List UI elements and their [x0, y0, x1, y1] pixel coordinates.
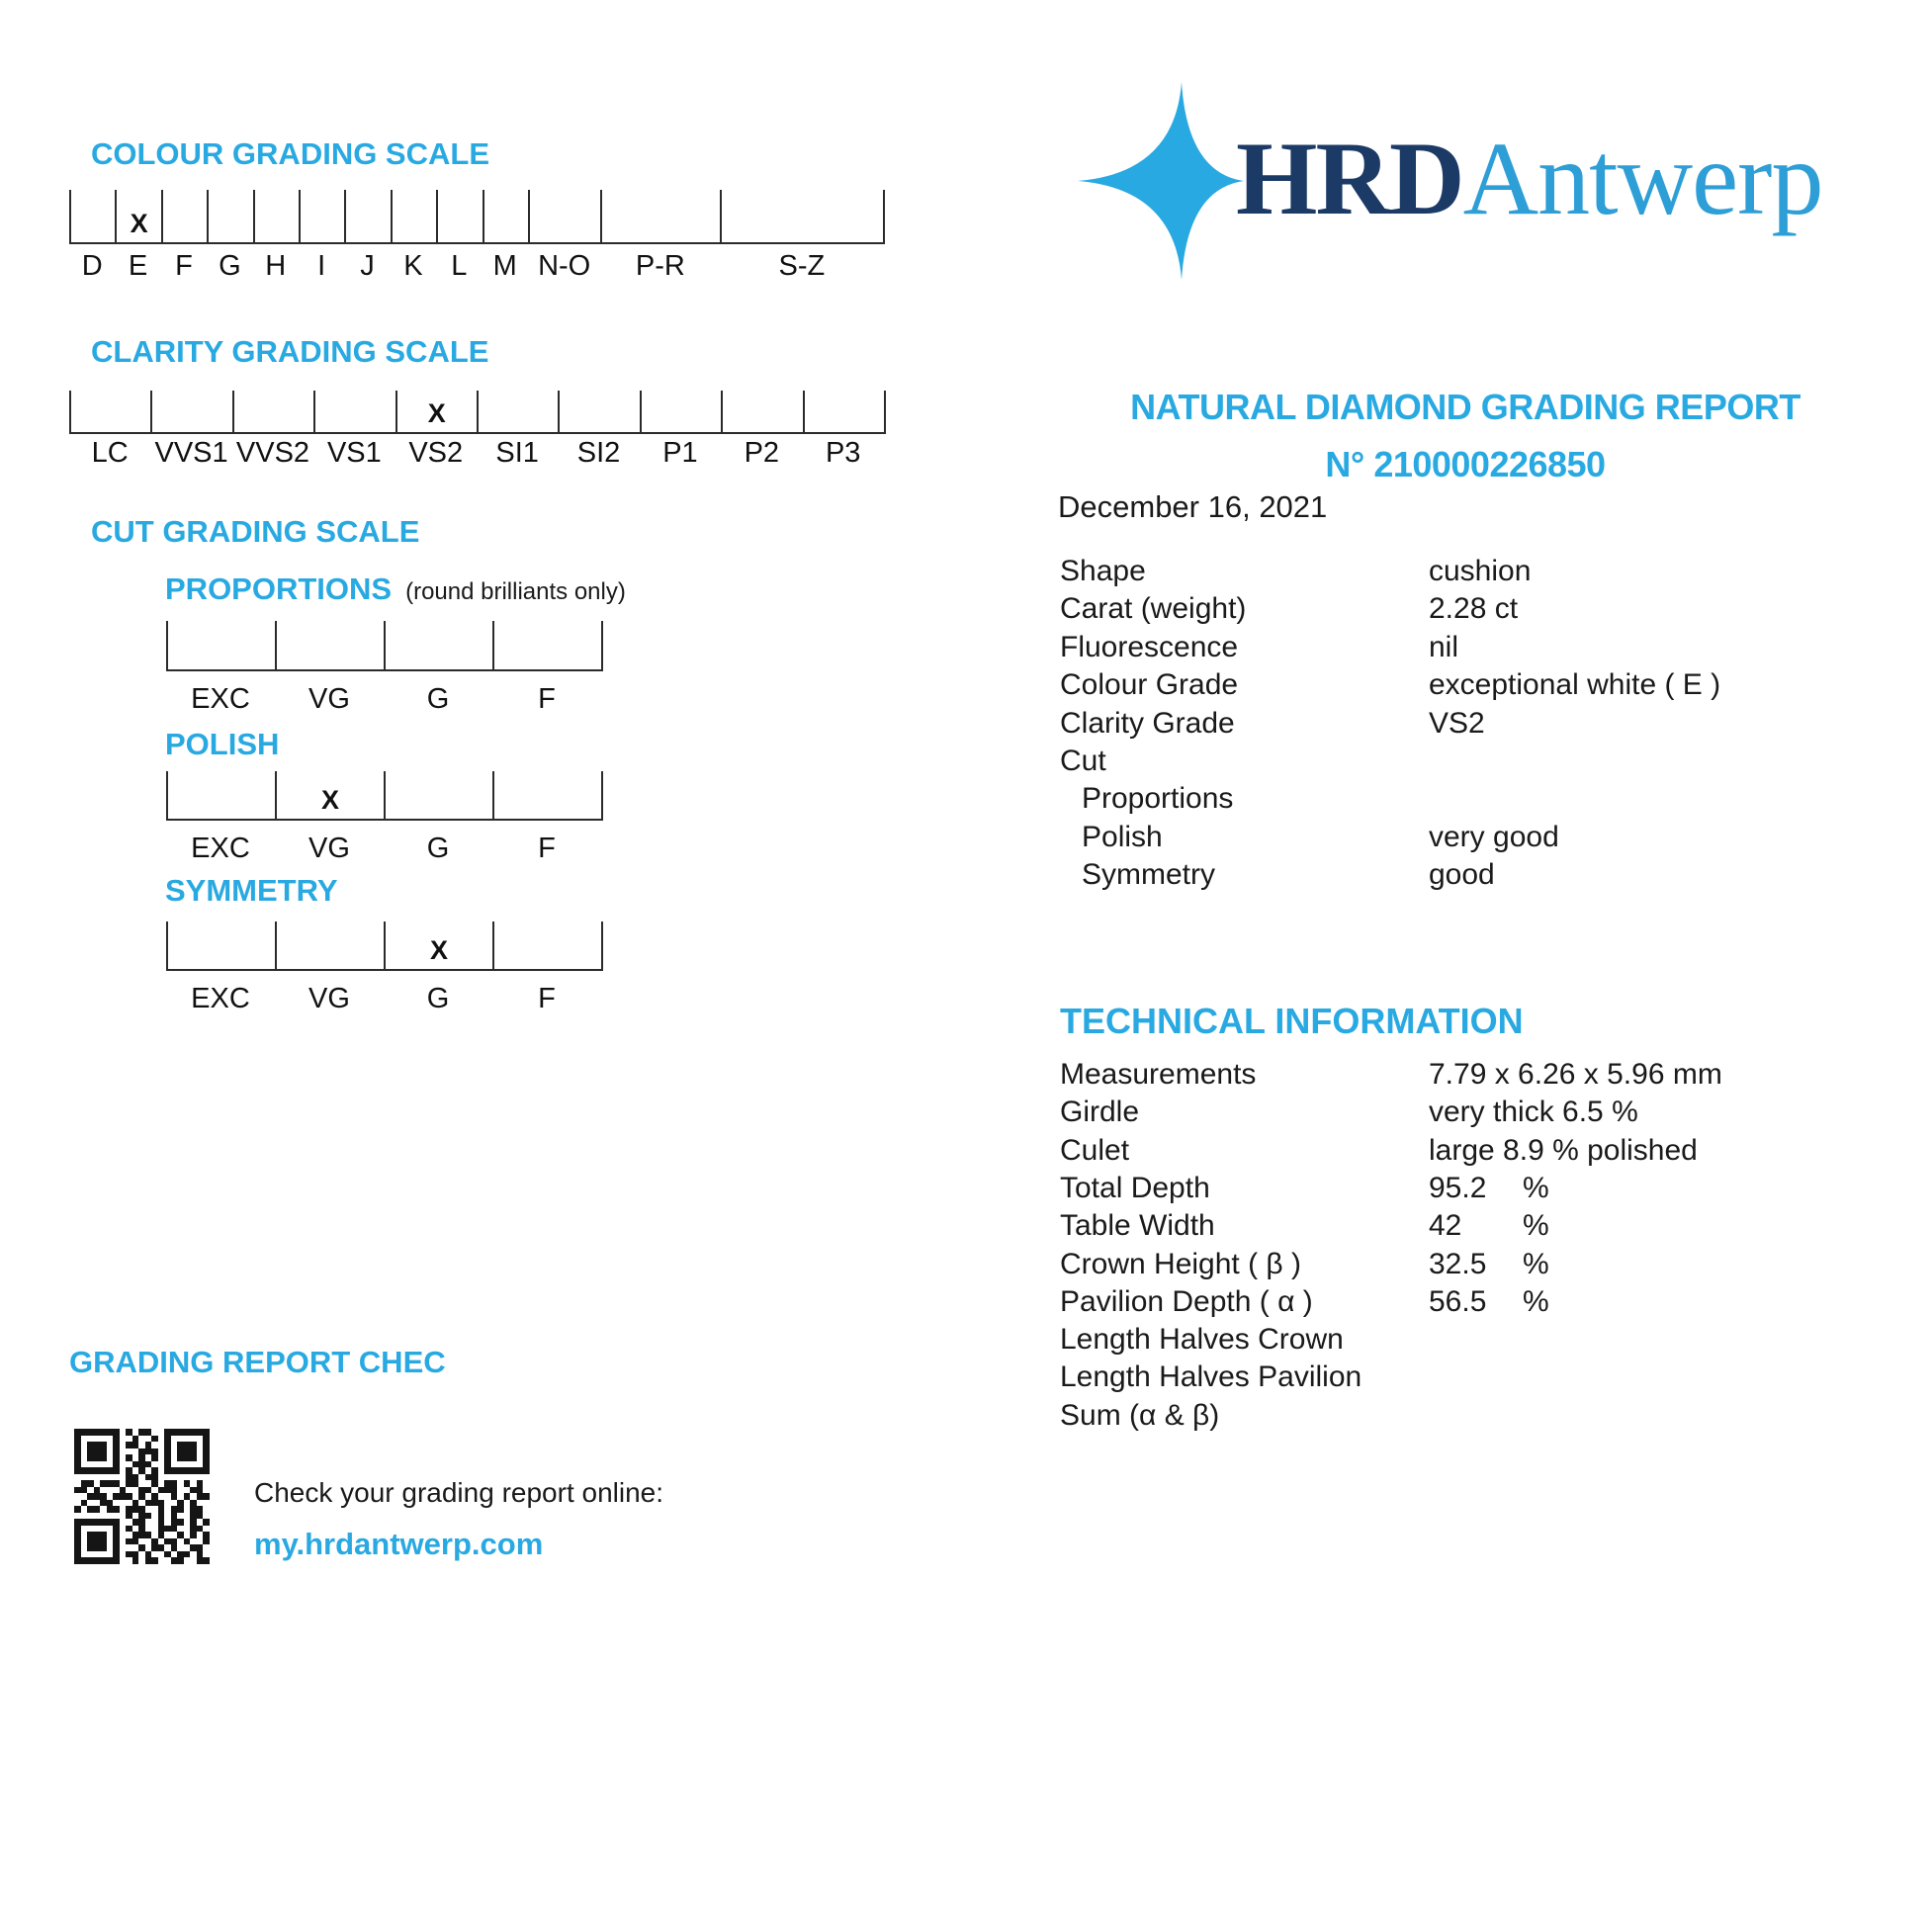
report-title: NATURAL DIAMOND GRADING REPORT: [1130, 387, 1800, 427]
tech-label: Length Halves Pavilion: [1060, 1360, 1362, 1394]
proportions-label-EXC: EXC: [191, 683, 250, 715]
tech-row-sum-: [1060, 1399, 1429, 1433]
detail-row-clarity-grade: [1060, 707, 1485, 741]
report-check-url-link[interactable]: my.hrdantwerp.com: [254, 1527, 544, 1561]
symmetry-cell-G: [384, 922, 492, 969]
tech-row-crown-height-: [1060, 1248, 1549, 1281]
tech-label: Crown Height ( β ): [1060, 1247, 1301, 1280]
polish-cell-G: [384, 771, 492, 819]
symmetry-cell-F: [492, 922, 601, 969]
colour-label-K: K: [403, 250, 423, 282]
tech-unit: %: [1523, 1171, 1549, 1204]
qr-module: [203, 1557, 210, 1564]
clarity-label-SI1: SI1: [495, 437, 539, 469]
colour-cell-M: [483, 190, 528, 242]
proportions-cell-F: [492, 621, 601, 669]
symmetry-cell-EXC: [166, 922, 275, 969]
colour-label-G: G: [219, 250, 241, 282]
tech-unit: %: [1523, 1284, 1549, 1318]
tech-row-girdle: [1060, 1096, 1638, 1129]
detail-row-proportions: [1060, 782, 1429, 816]
proportions-title-text: PROPORTIONS: [165, 571, 393, 606]
polish-title: POLISH: [165, 727, 280, 761]
colour-cell-H: [253, 190, 299, 242]
check-online-caption: Check your grading report online:: [254, 1477, 664, 1508]
colour-label-H: H: [265, 250, 287, 282]
detail-row-symmetry: [1060, 858, 1495, 892]
polish-marker-x: X: [320, 785, 339, 815]
symmetry-band: [166, 922, 603, 971]
detail-label: Colour Grade: [1060, 668, 1239, 702]
report-number: N° 210000226850: [1325, 444, 1606, 484]
detail-value: very good: [1429, 820, 1559, 853]
proportions-label-F: F: [538, 683, 556, 715]
colour-label-S-Z: S-Z: [778, 250, 826, 282]
symmetry-title: SYMMETRY: [165, 873, 338, 908]
colour-cell-F: [161, 190, 207, 242]
polish-cell-VG: [275, 771, 384, 819]
clarity-cell-LC: [69, 391, 150, 432]
clarity-cell-VVS1: [150, 391, 231, 432]
detail-value: nil: [1429, 630, 1459, 663]
tech-value: large 8.9 % polished: [1429, 1133, 1698, 1167]
clarity-cell-VS2: [395, 391, 477, 432]
polish-band: [166, 771, 603, 821]
proportions-note: (round brilliants only): [405, 578, 626, 605]
tech-label: Pavilion Depth ( α ): [1060, 1284, 1313, 1318]
clarity-label-VS1: VS1: [326, 437, 382, 469]
symmetry-label-F: F: [538, 983, 556, 1014]
tech-unit: %: [1523, 1247, 1549, 1280]
tech-row-total-depth: [1060, 1172, 1549, 1205]
clarity-label-SI2: SI2: [576, 437, 621, 469]
polish-cell-F: [492, 771, 601, 819]
colour-label-I: I: [317, 250, 326, 282]
proportions-label-G: G: [426, 683, 450, 715]
tech-value: very thick 6.5 %: [1429, 1096, 1638, 1129]
symmetry-marker-x: X: [429, 935, 448, 965]
colour-labels: [69, 250, 883, 283]
detail-value: VS2: [1429, 706, 1485, 740]
detail-label: Proportions: [1082, 782, 1234, 816]
clarity-cell-P1: [640, 391, 721, 432]
clarity-label-LC: LC: [91, 437, 129, 469]
colour-label-P-R: P-R: [635, 250, 685, 282]
tech-row-measurements: [1060, 1058, 1722, 1092]
detail-row-polish: [1060, 821, 1559, 854]
report-date: December 16, 2021: [1058, 489, 1328, 524]
symmetry-labels: [166, 983, 601, 1015]
detail-row-fluorescence: [1060, 631, 1458, 664]
tech-unit: %: [1523, 1209, 1549, 1243]
colour-cell-S-Z: [720, 190, 883, 242]
colour-label-E: E: [128, 250, 148, 282]
tech-value: 42: [1429, 1209, 1462, 1243]
symmetry-cell-VG: [275, 922, 384, 969]
colour-cell-D: [69, 190, 115, 242]
colour-cell-N-O: [528, 190, 601, 242]
tech-row-length-halves-crown: [1060, 1323, 1429, 1357]
clarity-cell-P3: [803, 391, 884, 432]
symmetry-label-G: G: [426, 983, 450, 1014]
proportions-cell-G: [384, 621, 492, 669]
tech-label: Total Depth: [1060, 1171, 1210, 1204]
detail-value: 2.28 ct: [1429, 592, 1519, 626]
brand-hrd-text: HRD: [1236, 121, 1463, 236]
polish-labels: [166, 833, 601, 865]
tech-value: 7.79 x 6.26 x 5.96 mm: [1429, 1058, 1722, 1091]
proportions-labels: [166, 683, 601, 716]
brand-antwerp-text: Antwerp: [1462, 121, 1823, 236]
colour-label-F: F: [175, 250, 193, 282]
qr-code-icon: [74, 1429, 210, 1564]
clarity-cell-VS1: [313, 391, 395, 432]
detail-row-carat-weight-: [1060, 592, 1518, 626]
polish-label-VG: VG: [308, 833, 350, 864]
colour-cell-P-R: [600, 190, 720, 242]
detail-label: Cut: [1060, 745, 1106, 777]
clarity-label-P2: P2: [744, 437, 780, 469]
proportions-cell-VG: [275, 621, 384, 669]
colour-label-D: D: [81, 250, 103, 282]
detail-row-shape: [1060, 555, 1531, 588]
colour-cell-K: [391, 190, 436, 242]
colour-cell-L: [436, 190, 482, 242]
tech-label: Culet: [1060, 1133, 1130, 1167]
tech-value: 56.5: [1429, 1284, 1487, 1318]
detail-row-cut: [1060, 745, 1429, 778]
polish-label-G: G: [426, 833, 450, 864]
tech-label: Measurements: [1060, 1058, 1257, 1091]
detail-label: Clarity Grade: [1060, 706, 1235, 740]
colour-marker-x: X: [130, 209, 148, 238]
clarity-grading-scale-title: CLARITY GRADING SCALE: [91, 334, 489, 369]
tech-label: Sum (α & β): [1060, 1398, 1220, 1432]
colour-cell-E: [115, 190, 160, 242]
colour-band: [69, 190, 885, 244]
colour-label-M: M: [492, 250, 517, 282]
detail-label: Fluorescence: [1060, 630, 1239, 663]
detail-label: Carat (weight): [1060, 592, 1247, 626]
detail-value: good: [1429, 858, 1495, 892]
colour-grading-scale-title: COLOUR GRADING SCALE: [91, 136, 489, 171]
cut-grading-scale-title: CUT GRADING SCALE: [91, 514, 420, 549]
clarity-cell-VVS2: [232, 391, 313, 432]
tech-label: Table Width: [1060, 1209, 1215, 1243]
proportions-title: [165, 571, 626, 607]
polish-label-EXC: EXC: [191, 833, 250, 864]
colour-label-L: L: [451, 250, 468, 282]
clarity-labels: [69, 437, 884, 470]
polish-label-F: F: [538, 833, 556, 864]
detail-value: cushion: [1429, 555, 1532, 587]
symmetry-label-EXC: EXC: [191, 983, 250, 1014]
clarity-marker-x: X: [427, 398, 446, 428]
tech-row-culet: [1060, 1134, 1698, 1168]
detail-label: Polish: [1082, 820, 1163, 853]
clarity-label-P3: P3: [825, 437, 861, 469]
colour-label-J: J: [360, 250, 375, 282]
detail-row-colour-grade: [1060, 668, 1720, 702]
tech-value: 95.2: [1429, 1171, 1487, 1204]
polish-cell-EXC: [166, 771, 275, 819]
tech-label: Girdle: [1060, 1096, 1140, 1129]
clarity-label-VVS1: VVS1: [154, 437, 228, 469]
clarity-cell-SI1: [477, 391, 558, 432]
proportions-cell-EXC: [166, 621, 275, 669]
clarity-label-VVS2: VVS2: [235, 437, 310, 469]
tech-row-table-width: [1060, 1209, 1549, 1243]
grading-report-check-title: GRADING REPORT CHEC: [69, 1345, 446, 1379]
brand-logo: [1236, 121, 1823, 236]
tech-row-length-halves-pavilion: [1060, 1360, 1429, 1394]
four-point-star-icon: [1078, 82, 1244, 280]
detail-label: Shape: [1060, 555, 1146, 587]
detail-label: Symmetry: [1082, 858, 1215, 892]
colour-cell-I: [299, 190, 344, 242]
clarity-cell-P2: [721, 391, 802, 432]
clarity-label-VS2: VS2: [408, 437, 464, 469]
proportions-label-VG: VG: [308, 683, 350, 715]
proportions-band: [166, 621, 603, 671]
clarity-cell-SI2: [558, 391, 639, 432]
tech-row-pavilion-depth-: [1060, 1285, 1549, 1319]
detail-value: exceptional white ( E ): [1429, 668, 1721, 702]
tech-value: 32.5: [1429, 1247, 1487, 1280]
colour-label-N-O: N-O: [538, 250, 591, 282]
tech-label: Length Halves Crown: [1060, 1323, 1344, 1357]
technical-information-title: TECHNICAL INFORMATION: [1060, 1001, 1524, 1041]
colour-cell-G: [207, 190, 252, 242]
symmetry-label-VG: VG: [308, 983, 350, 1014]
clarity-label-P1: P1: [662, 437, 698, 469]
clarity-band: [69, 391, 886, 434]
colour-cell-J: [344, 190, 390, 242]
